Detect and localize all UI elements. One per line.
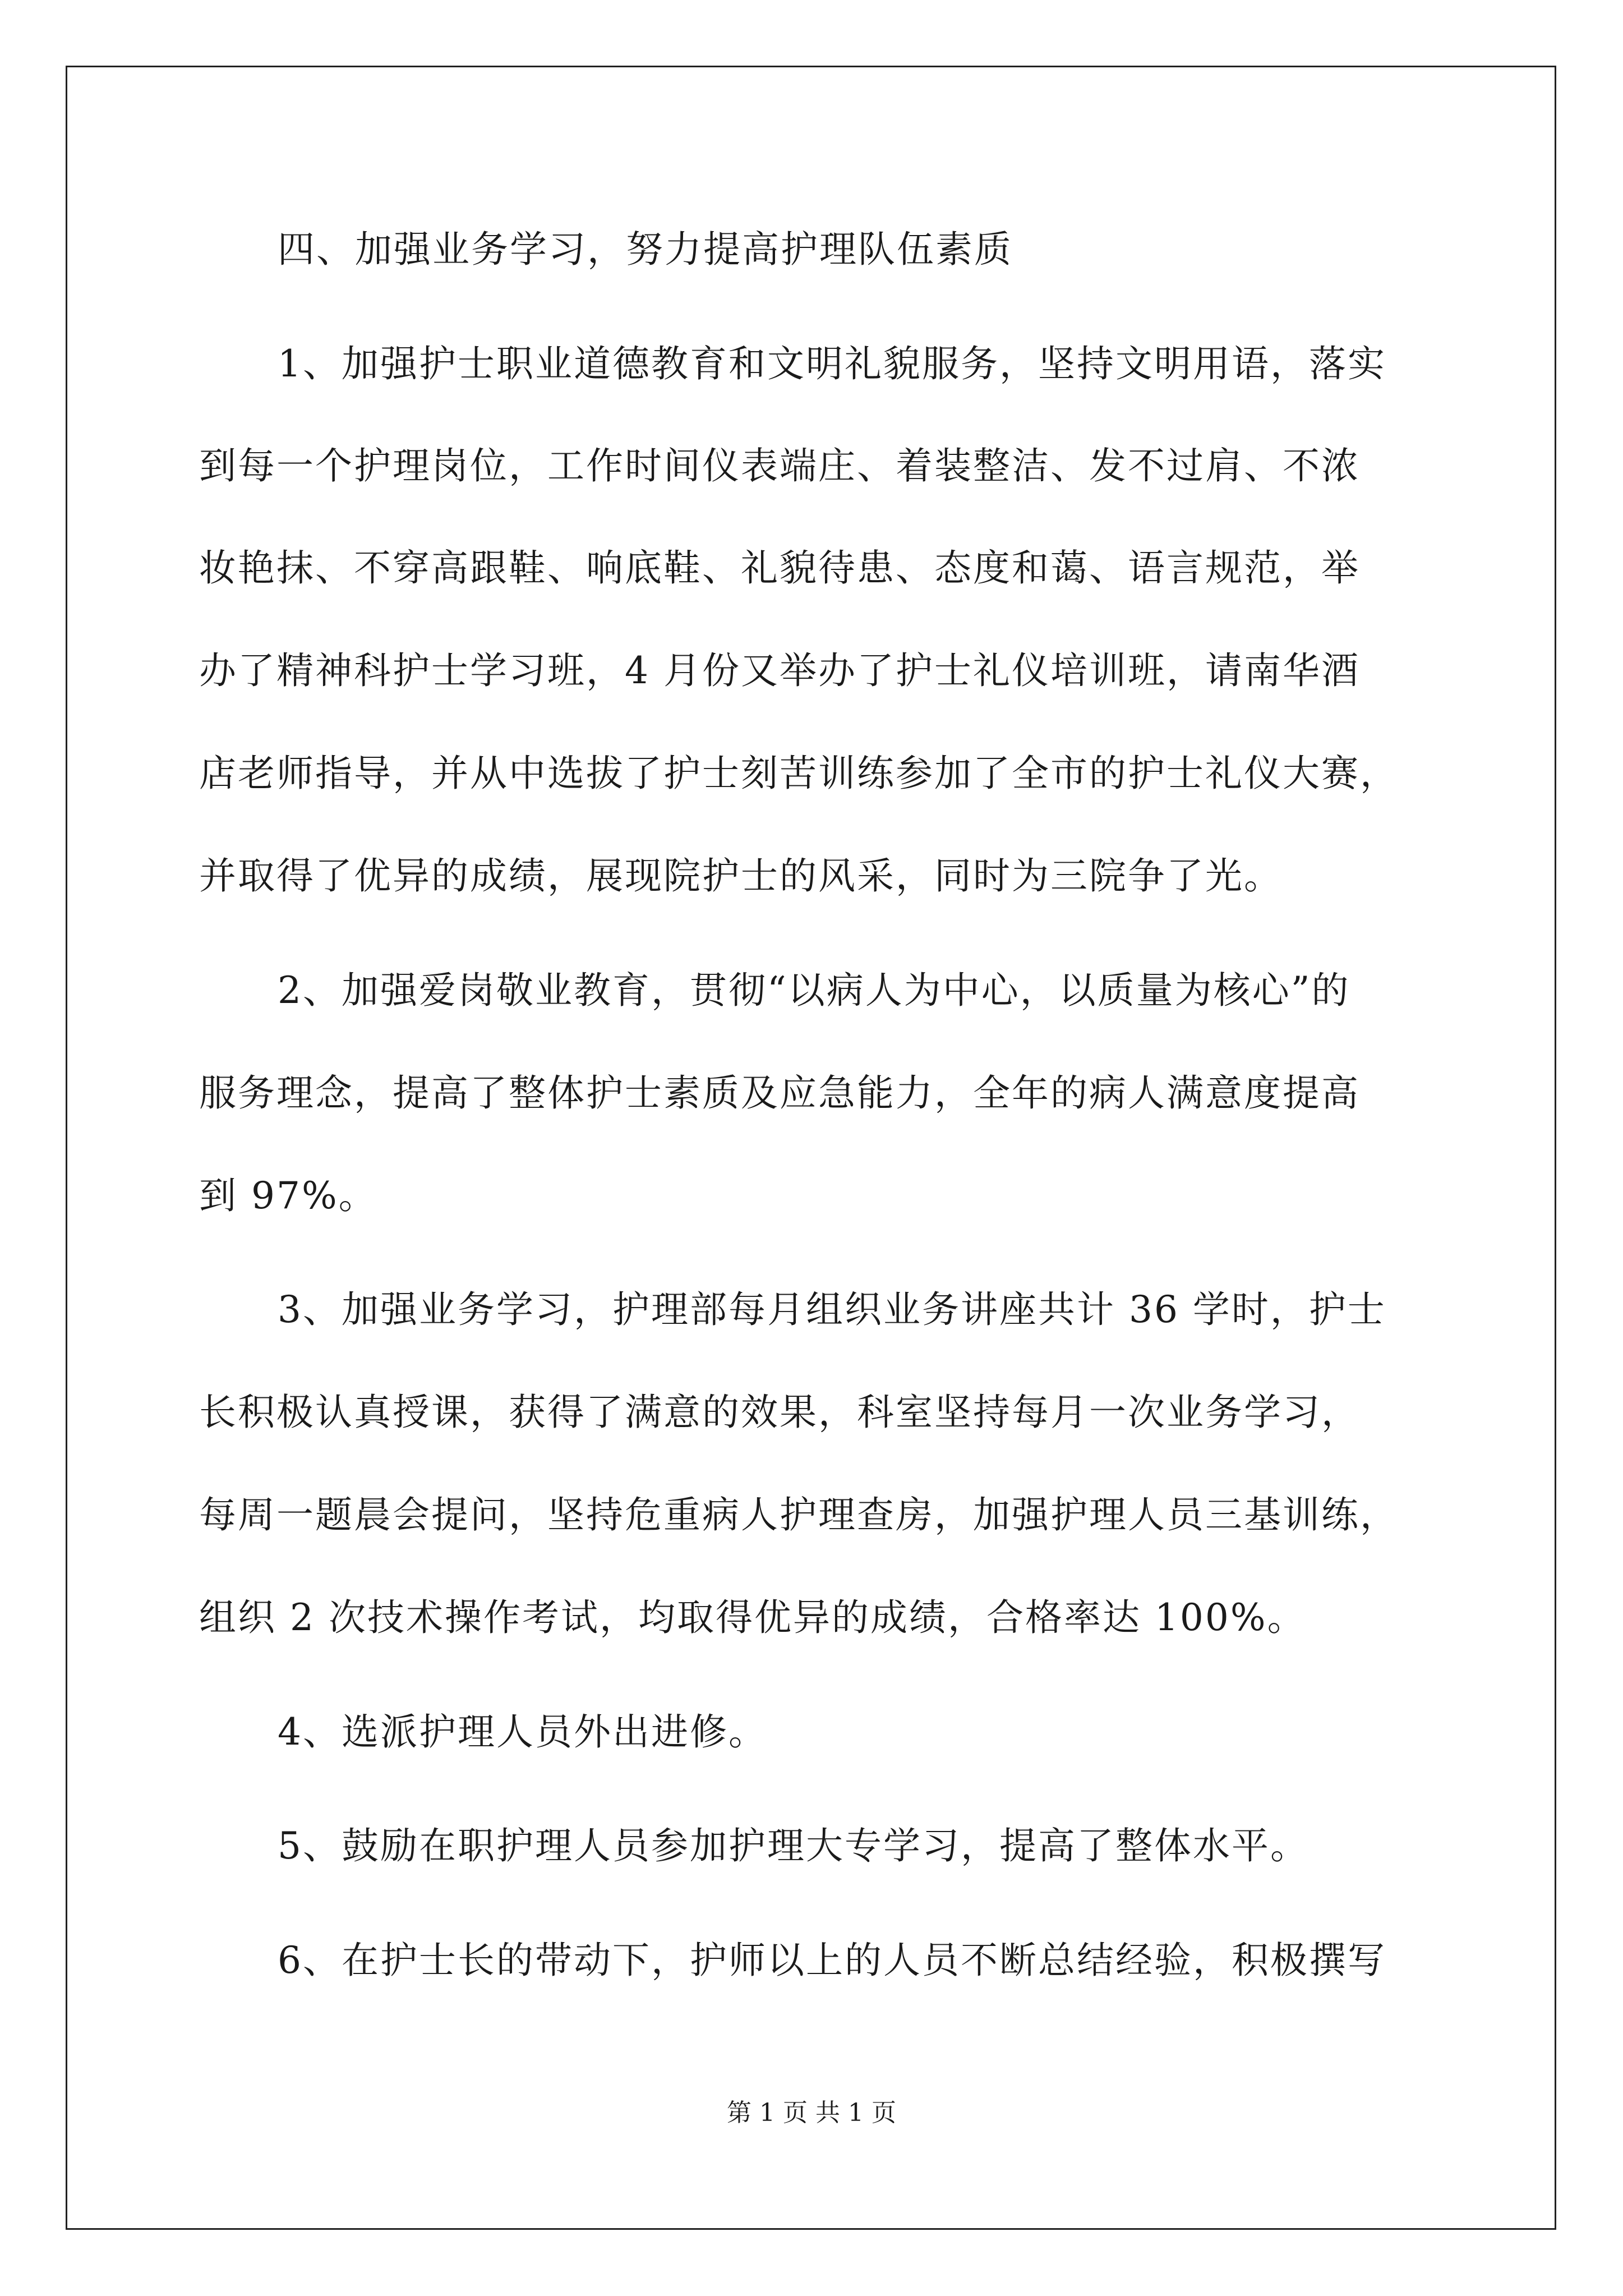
paragraph-1-line-4: 办了精神科护士学习班，4 月份又举办了护士礼仪培训班，请南华酒 (199, 649, 1360, 692)
paragraph-3-line-4: 组织 2 次技术操作考试，均取得优异的成绩，合格率达 100%。 (199, 1596, 1306, 1639)
section-heading: 四、加强业务学习，努力提高护理队伍素质 (278, 228, 1013, 271)
paragraph-2-line-2: 服务理念，提高了整体护士素质及应急能力，全年的病人满意度提高 (199, 1071, 1360, 1115)
paragraph-5-line-1: 5、鼓励在职护理人员参加护理大专学习，提高了整体水平。 (278, 1824, 1309, 1867)
paragraph-3-line-3: 每周一题晨会提问，坚持危重病人护理查房，加强护理人员三基训练， (199, 1493, 1399, 1536)
paragraph-2-line-3: 到 97%。 (199, 1174, 377, 1217)
paragraph-2-line-1: 2、加强爱岗敬业教育，贯彻“以病人为中心，以质量为核心”的 (278, 969, 1350, 1012)
page-frame (66, 66, 1556, 2230)
paragraph-1-line-1: 1、加强护士职业道德教育和文明礼貌服务，坚持文明用语，落实 (278, 342, 1386, 385)
paragraph-1-line-6: 并取得了优异的成绩，展现院护士的风采，同时为三院争了光。 (199, 854, 1283, 898)
page-footer: 第 1 页 共 1 页 (727, 2099, 896, 2127)
paragraph-3-line-1: 3、加强业务学习，护理部每月组织业务讲座共计 36 学时，护士 (278, 1288, 1386, 1331)
paragraph-1-line-3: 妆艳抹、不穿高跟鞋、响底鞋、礼貌待患、态度和蔼、语言规范，举 (199, 546, 1360, 590)
paragraph-1-line-2: 到每一个护理岗位，工作时间仪表端庄、着装整洁、发不过肩、不浓 (199, 444, 1360, 487)
paragraph-1-line-5: 店老师指导，并从中选拔了护士刻苦训练参加了全市的护士礼仪大赛， (199, 752, 1399, 795)
paragraph-4-line-1: 4、选派护理人员外出进修。 (278, 1710, 767, 1754)
paragraph-6-line-1: 6、在护士长的带动下，护师以上的人员不断总结经验，积极撰写 (278, 1939, 1386, 1982)
paragraph-3-line-2: 长积极认真授课，获得了满意的效果，科室坚持每月一次业务学习， (199, 1391, 1360, 1434)
